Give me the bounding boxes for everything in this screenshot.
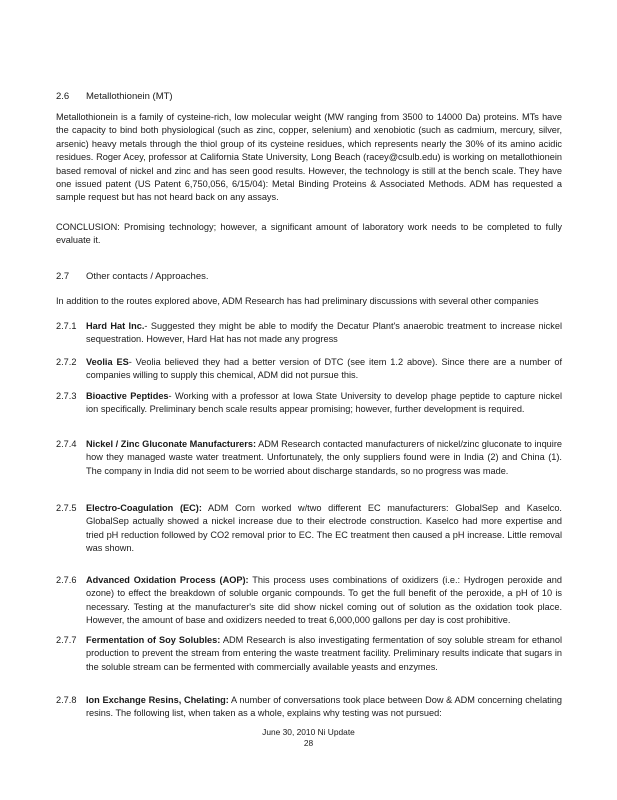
item-text: - Veolia believed they had a better version of DTC (see item 1.2 above). Since there are a number of companies willing to supply this chemical, ADM did not pursue this.: [86, 357, 562, 381]
list-item: [56, 502, 562, 556]
metallothionein-conclusion: CONCLUSION: Promising technology; however, a significant amount of laboratory work needs to be completed to fully evaluate it.: [56, 222, 562, 246]
list-item: [56, 438, 562, 478]
item-text: ADM Research contacted manufacturers of nickel/zinc gluconate to inquire how they managed waste water treatment. Unfortunately, the only suppliers found were in India (2) and China (1). The company in India did not seem to be worried about discharge standards, so no progress was made.: [86, 439, 562, 476]
item-number: 2.7.7: [56, 635, 77, 645]
page-footer: [0, 727, 617, 749]
item-heading: Hard Hat Inc.: [86, 321, 145, 331]
section-title: Other contacts / Approaches.: [86, 271, 209, 282]
list-item: [56, 694, 562, 721]
other-contacts-intro: In addition to the routes explored above, ADM Research has had preliminary discussions with several other companies: [56, 296, 539, 306]
item-heading: Advanced Oxidation Process (AOP):: [86, 575, 249, 585]
section-number: 2.6: [56, 91, 70, 102]
list-item: [56, 634, 562, 674]
item-text: ADM Research is also investigating fermentation of soy soluble stream for ethanol production to prevent the stream from entering the waste treatment facility. Preliminary results indicate that sugars in the soluble stream can be fermented with commercially available yeasts and enzymes.: [86, 635, 562, 672]
item-number: 2.7.1: [56, 321, 77, 331]
section-number: 2.7: [56, 271, 70, 282]
item-text: This process uses combinations of oxidizers (i.e.: Hydrogen peroxide and ozone) to effect the breakdown of soluble organic compounds. To get the full benefit of the peroxide, a pH of 10 is necessary. Testing at the manufacturer's site did show nickel coming out of solution as the oxidation took place. However, the amount of base and oxidizers needed to treat 6,000,000 gallons per day is cost prohibitive.: [86, 575, 562, 626]
item-heading: Nickel / Zinc Gluconate Manufacturers:: [86, 439, 257, 449]
section-2-6-heading: [56, 91, 173, 102]
item-number: 2.7.2: [56, 357, 77, 367]
list-item: [56, 390, 562, 417]
page-number: 28: [303, 738, 314, 748]
footer-title: June 30, 2010 Ni Update: [262, 727, 355, 737]
item-heading: Electro-Coagulation (EC):: [86, 503, 202, 513]
metallothionein-paragraph: Metallothionein is a family of cysteine-rich, low molecular weight (MW ranging from 3500 to 14000 Da) proteins. MTs have the capacity to bind both physiological (such as zinc, copper, selenium) and xenobiotic (such as cadmium, mercury, silver, arsenic) heavy metals through the thiol group of its cysteine residues, which represents nearly the 30% of its amino acidic residues. Roger Acey, professor at California State University, Long Beach (racey@csulb.edu) is working on metallothionein based removal of nickel and zinc and has seen good results. However, the technology is still at the bench scale. They have one issued patent (US Patent 6,750,056, 6/15/04): Metal Binding Proteins & Associated Methods. ADM has requested a sample request but has not heard back on any assays.: [56, 112, 562, 203]
section-title: Metallothionein (MT): [86, 91, 173, 102]
item-heading: Fermentation of Soy Solubles:: [86, 635, 221, 645]
item-number: 2.7.5: [56, 503, 77, 513]
item-text: - Suggested they might be able to modify the Decatur Plant's anaerobic treatment to increase nickel sequestration. However, Hard Hat has not made any progress: [86, 321, 562, 345]
item-number: 2.7.4: [56, 439, 77, 449]
item-heading: Veolia ES: [86, 357, 129, 367]
item-heading: Bioactive Peptides: [86, 391, 169, 401]
item-heading: Ion Exchange Resins, Chelating:: [86, 695, 229, 705]
list-item: [56, 356, 562, 383]
item-text: ADM Corn worked w/two different EC manufacturers: GlobalSep and Kaselco. GlobalSep actually showed a nickel increase due to their electrode construction. Kaselco had more expertise and tried pH reduction followed by CO2 removal prior to EC. The EC treatment then caused a pH increase. Little removal was shown.: [86, 503, 562, 554]
item-number: 2.7.6: [56, 575, 77, 585]
list-item: [56, 320, 562, 347]
section-2-7-heading: [56, 271, 209, 282]
item-number: 2.7.3: [56, 391, 77, 401]
item-text: A number of conversations took place between Dow & ADM concerning chelating resins. The following list, when taken as a whole, explains why testing was not pursued:: [86, 695, 562, 719]
item-number: 2.7.8: [56, 695, 77, 705]
list-item: [56, 574, 562, 628]
item-text: - Working with a professor at Iowa State University to develop phage peptide to capture nickel ion specifically. Preliminary bench scale results appear promising; however, further development is required.: [86, 391, 562, 415]
